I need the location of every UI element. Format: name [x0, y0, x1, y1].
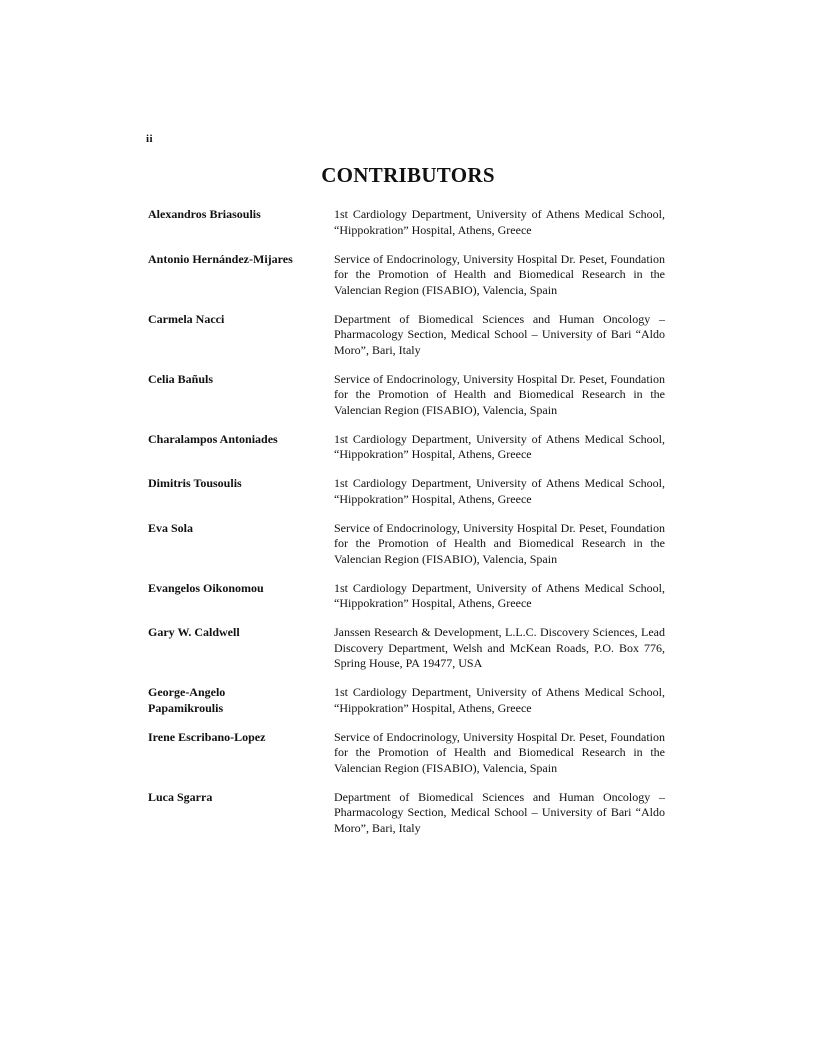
contributor-entry: [148, 521, 665, 568]
contributor-entry: [148, 790, 665, 837]
contributor-name: Celia Bañuls: [148, 371, 214, 386]
contributor-entry: [148, 625, 665, 672]
contributor-affiliation: 1st Cardiology Department, University of Athens Medical School, “Hippokration” Hospital, Athens, Greece: [334, 580, 665, 610]
contributor-entry: [148, 730, 665, 777]
contributor-affiliation: Department of Biomedical Sciences and Human Oncology – Pharmacology Section, Medical School – University of Bari “Aldo Moro”, Bari, Italy: [334, 311, 665, 357]
contributor-name: Carmela Nacci: [148, 311, 225, 326]
contributor-entry: [148, 685, 665, 716]
contributor-affiliation: Service of Endocrinology, University Hospital Dr. Peset, Foundation for the Promotion of Health and Biomedical Research in the Valencian Region (FISABIO), Valencia, Spain: [334, 251, 665, 297]
contributor-entry: [148, 581, 665, 612]
contributor-name: Antonio Hernández-Mijares: [148, 251, 293, 266]
contributor-name: George-Angelo Papamikroulis: [148, 685, 226, 715]
contributor-name: Irene Escribano-Lopez: [148, 729, 266, 744]
contributor-affiliation: Service of Endocrinology, University Hospital Dr. Peset, Foundation for the Promotion of Health and Biomedical Research in the Valencian Region (FISABIO), Valencia, Spain: [334, 520, 665, 566]
contributor-name: Alexandros Briasoulis: [148, 207, 261, 221]
page-title: CONTRIBUTORS: [321, 163, 495, 187]
contributor-name: Eva Sola: [148, 520, 194, 535]
contributor-entry: [148, 432, 665, 463]
contributor-entry: [148, 207, 665, 238]
contributor-affiliation: Service of Endocrinology, University Hospital Dr. Peset, Foundation for the Promotion of Health and Biomedical Research in the Valencian Region (FISABIO), Valencia, Spain: [334, 729, 665, 775]
contributor-affiliation: Department of Biomedical Sciences and Human Oncology – Pharmacology Section, Medical School – University of Bari “Aldo Moro”, Bari, Italy: [334, 789, 665, 835]
contributor-entry: [148, 476, 665, 507]
page-number: ii: [146, 133, 154, 145]
contributor-name: Luca Sgarra: [148, 789, 213, 804]
contributor-name: Evangelos Oikonomou: [148, 580, 264, 595]
contributor-affiliation: 1st Cardiology Department, University of Athens Medical School, “Hippokration” Hospital, Athens, Greece: [334, 431, 665, 461]
contributor-name: Gary W. Caldwell: [148, 625, 240, 639]
contributor-affiliation: 1st Cardiology Department, University of Athens Medical School, “Hippokration” Hospital, Athens, Greece: [334, 476, 665, 506]
contributor-name: Dimitris Tousoulis: [148, 476, 242, 490]
contributor-name: Charalampos Antoniades: [148, 431, 278, 446]
contributor-entry: [148, 252, 665, 299]
contributor-affiliation: 1st Cardiology Department, University of Athens Medical School, “Hippokration” Hospital, Athens, Greece: [334, 207, 665, 237]
contributor-affiliation: Service of Endocrinology, University Hospital Dr. Peset, Foundation for the Promotion of Health and Biomedical Research in the Valencian Region (FISABIO), Valencia, Spain: [334, 371, 665, 417]
contributor-entry: [148, 372, 665, 419]
contributor-affiliation: 1st Cardiology Department, University of Athens Medical School, “Hippokration” Hospital, Athens, Greece: [334, 685, 665, 715]
contributor-affiliation: Janssen Research & Development, L.L.C. Discovery Sciences, Lead Discovery Department, Welsh and McKean Roads, P.O. Box 776, Spring House, PA 19477, USA: [334, 625, 665, 670]
contributor-entry: [148, 312, 665, 359]
contributors-list: [148, 207, 665, 850]
